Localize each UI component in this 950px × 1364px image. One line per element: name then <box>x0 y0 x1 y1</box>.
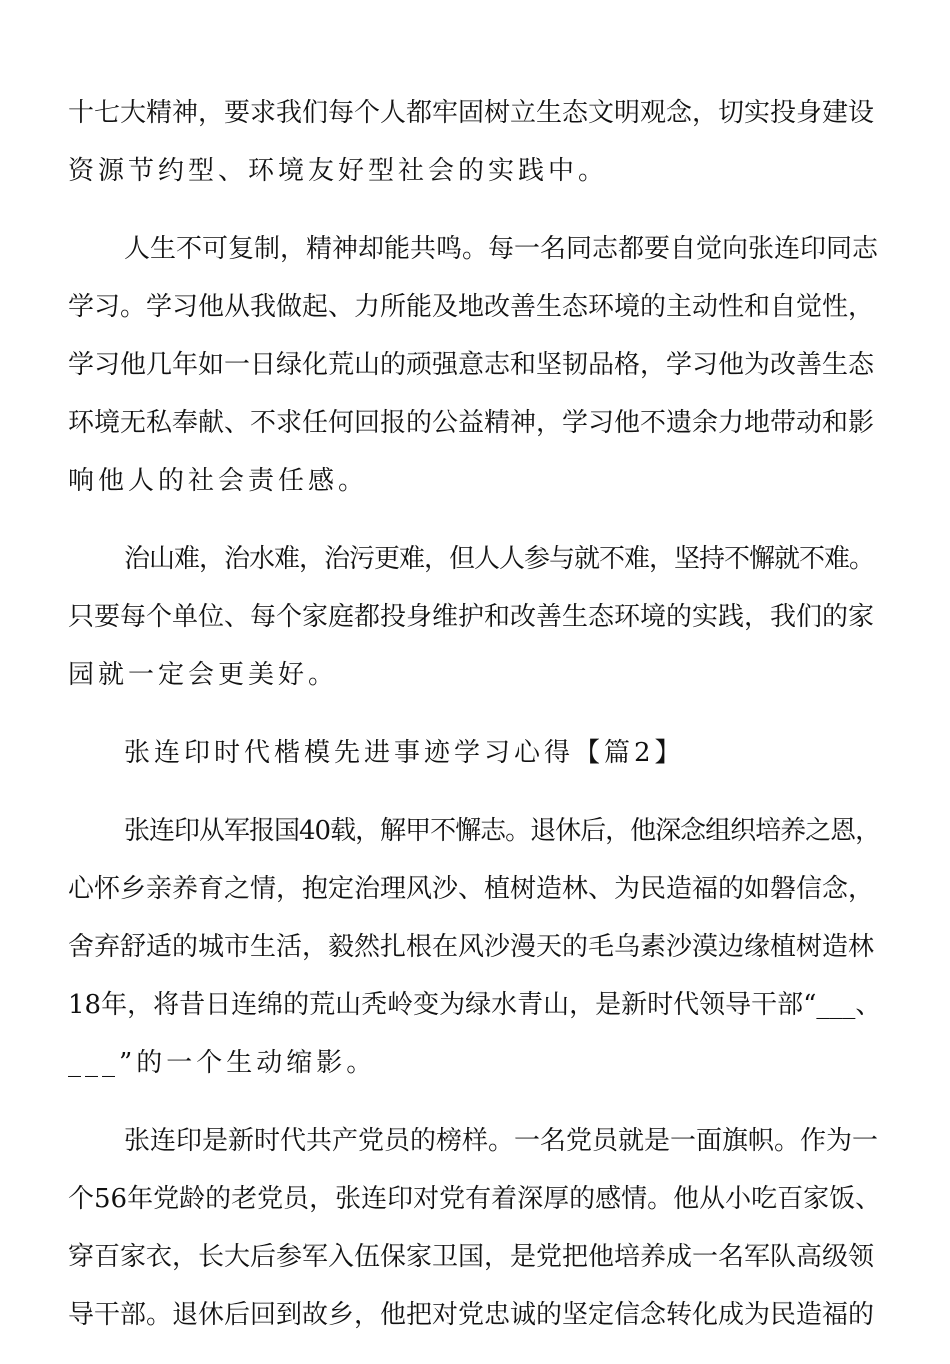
text-line: ___”的一个生动缩影。 <box>68 1048 377 1078</box>
paragraph-5 <box>68 1112 884 1344</box>
text-line: 张连印是新时代共产党员的榜样。一名党员就是一面旗帜。作为一 <box>124 1126 879 1156</box>
text-line: 治山难，治水难，治污更难，但人人参与就不难，坚持不懈就不难。 <box>124 544 875 574</box>
text-line: 十七大精神，要求我们每个人都牢固树立生态文明观念，切实投身建设 <box>68 98 875 128</box>
text-line: 心怀乡亲养育之情，抱定治理风沙、植树造林、为民造福的如磐信念， <box>68 874 875 904</box>
text-line: 学习。学习他从我做起、力所能及地改善生态环境的主动性和自觉性， <box>68 292 875 322</box>
section-heading <box>68 724 884 782</box>
paragraph-3 <box>68 530 884 704</box>
text-line: 学习他几年如一日绿化荒山的顽强意志和坚韧品格，学习他为改善生态 <box>68 350 875 380</box>
document-body <box>68 84 884 1364</box>
text-line: 导干部。退休后回到故乡，他把对党忠诚的坚定信念转化成为民造福的 <box>68 1300 875 1330</box>
text-line: 园就一定会更美好。 <box>68 660 339 690</box>
heading-text: 张连印时代楷模先进事迹学习心得【篇2】 <box>124 738 685 768</box>
text-line: 资源节约型、环境友好型社会的实践中。 <box>68 156 609 186</box>
paragraph-4 <box>68 802 884 1092</box>
text-line: 人生不可复制，精神却能共鸣。每一名同志都要自觉向张连印同志 <box>124 234 879 264</box>
text-line: 舍弃舒适的城市生活，毅然扎根在风沙漫天的毛乌素沙漠边缘植树造林 <box>68 932 875 962</box>
text-line: 个56年党龄的老党员，张连印对党有着深厚的感情。他从小吃百家饭、 <box>68 1184 882 1214</box>
text-line: 只要每个单位、每个家庭都投身维护和改善生态环境的实践，我们的家 <box>68 602 875 632</box>
text-line: 18年，将昔日连绵的荒山秃岭变为绿水青山，是新时代领导干部“___、 <box>68 990 882 1020</box>
paragraph-2 <box>68 220 884 510</box>
paragraph-1 <box>68 84 884 200</box>
text-line: 响他人的社会责任感。 <box>68 466 369 496</box>
text-line: 环境无私奉献、不求任何回报的公益精神，学习他不遗余力地带动和影 <box>68 408 875 438</box>
text-line: 张连印从军报国40载，解甲不懈志。退休后，他深念组织培养之恩， <box>124 816 881 846</box>
text-line: 穿百家衣，长大后参军入伍保家卫国，是党把他培养成一名军队高级领 <box>68 1242 875 1272</box>
